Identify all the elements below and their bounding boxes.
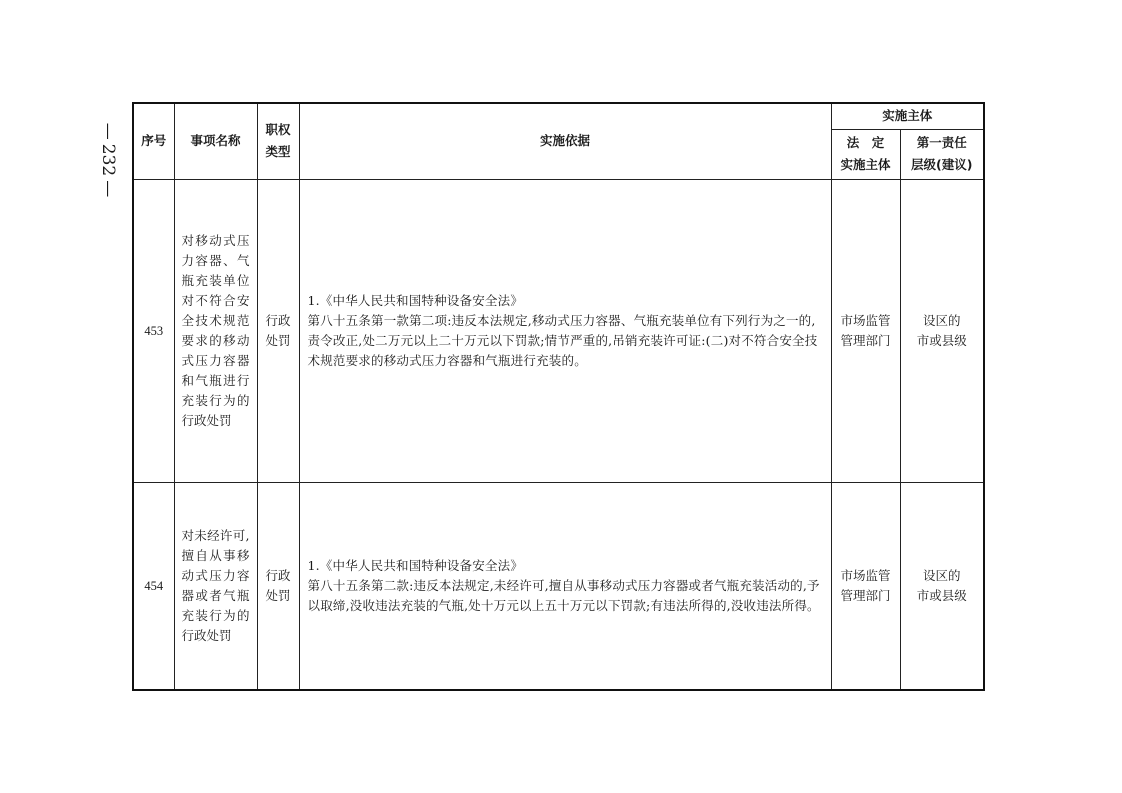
row-responsibility-level bbox=[900, 179, 984, 482]
header-name: 事项名称 bbox=[174, 103, 257, 179]
row-item-name bbox=[174, 482, 257, 690]
basis-title: 1.《中华人民共和国特种设备安全法》 bbox=[307, 292, 524, 308]
legal-entity-line: 管理部门 bbox=[840, 587, 891, 603]
header-responsibility-level bbox=[900, 129, 984, 179]
row-seq: 454 bbox=[133, 482, 174, 690]
responsibility-level-line: 市或县级 bbox=[916, 587, 967, 603]
enforcement-items-table bbox=[132, 102, 985, 691]
row-legal-entity bbox=[831, 482, 900, 690]
table-row bbox=[133, 179, 984, 482]
row-authority-type bbox=[257, 482, 299, 690]
item-name-line: 全技术规范 bbox=[181, 312, 250, 328]
item-name-line: 充装行为的 bbox=[181, 392, 250, 408]
item-name-line: 要求的移动 bbox=[181, 332, 250, 348]
header-level-line2: 层级(建议) bbox=[911, 157, 973, 172]
basis-text: 第八十五条第二款:违反本法规定,未经许可,擅自从事移动式压力容器或者气瓶充装活动的,予以取缔,没收违法充装的气瓶,处十万元以上五十万元以下罚款;有违法所得的,没收违法所得。 bbox=[307, 577, 820, 613]
row-legal-entity bbox=[831, 179, 900, 482]
row-legal-basis bbox=[299, 179, 831, 482]
header-basis: 实施依据 bbox=[299, 103, 831, 179]
item-name-line: 对不符合安 bbox=[181, 292, 250, 308]
page-number-value: 232 bbox=[98, 143, 118, 177]
item-name-line: 对未经许可, bbox=[181, 527, 250, 543]
header-legal-entity bbox=[831, 129, 900, 179]
item-name-line: 擅自从事移 bbox=[181, 547, 250, 563]
item-name-line: 动式压力容 bbox=[181, 567, 250, 583]
authority-type-line: 行政 bbox=[265, 567, 291, 583]
item-name-line: 器或者气瓶 bbox=[181, 587, 250, 603]
legal-entity-line: 管理部门 bbox=[840, 332, 891, 348]
authority-type-line: 行政 bbox=[265, 312, 291, 328]
item-name-line: 行政处罚 bbox=[181, 627, 232, 643]
header-legal-line2: 实施主体 bbox=[840, 157, 891, 172]
header-type bbox=[257, 103, 299, 179]
item-name-line: 行政处罚 bbox=[181, 412, 232, 428]
row-authority-type bbox=[257, 179, 299, 482]
header-legal-line1: 法 定 bbox=[846, 135, 885, 150]
page-number-dash-left: — bbox=[98, 122, 118, 140]
table-header-row-1 bbox=[133, 103, 984, 129]
responsibility-level-line: 市或县级 bbox=[916, 332, 967, 348]
row-legal-basis bbox=[299, 482, 831, 690]
row-item-name bbox=[174, 179, 257, 482]
item-name-line: 和气瓶进行 bbox=[181, 372, 250, 388]
basis-title: 1.《中华人民共和国特种设备安全法》 bbox=[307, 557, 524, 573]
row-responsibility-level bbox=[900, 482, 984, 690]
authority-type-line: 处罚 bbox=[265, 332, 291, 348]
authority-type-line: 处罚 bbox=[265, 587, 291, 603]
item-name-line: 力容器、气 bbox=[181, 252, 250, 268]
item-name-line: 对移动式压 bbox=[181, 232, 250, 248]
page-number-dash-right: — bbox=[98, 180, 118, 198]
header-type-line1: 职权 bbox=[265, 122, 291, 138]
header-level-line1: 第一责任 bbox=[916, 135, 967, 150]
row-seq: 453 bbox=[133, 179, 174, 482]
header-entity-group: 实施主体 bbox=[831, 103, 984, 129]
item-name-line: 瓶充装单位 bbox=[181, 272, 250, 288]
item-name-line: 充装行为的 bbox=[181, 607, 250, 623]
basis-text: 第八十五条第一款第二项:违反本法规定,移动式压力容器、气瓶充装单位有下列行为之一的,责令改正,处二万元以上二十万元以下罚款;情节严重的,吊销充装许可证:(二)对不符合安全技术规范要求的移动式压力容器和气瓶进行充装的。 bbox=[307, 312, 818, 368]
item-name-line: 式压力容器 bbox=[181, 352, 250, 368]
responsibility-level-line: 设区的 bbox=[923, 567, 961, 583]
header-seq: 序号 bbox=[133, 103, 174, 179]
responsibility-level-line: 设区的 bbox=[923, 312, 961, 328]
header-type-line2: 类型 bbox=[265, 144, 291, 160]
legal-entity-line: 市场监管 bbox=[840, 567, 891, 583]
legal-entity-line: 市场监管 bbox=[840, 312, 891, 328]
table-row bbox=[133, 482, 984, 690]
